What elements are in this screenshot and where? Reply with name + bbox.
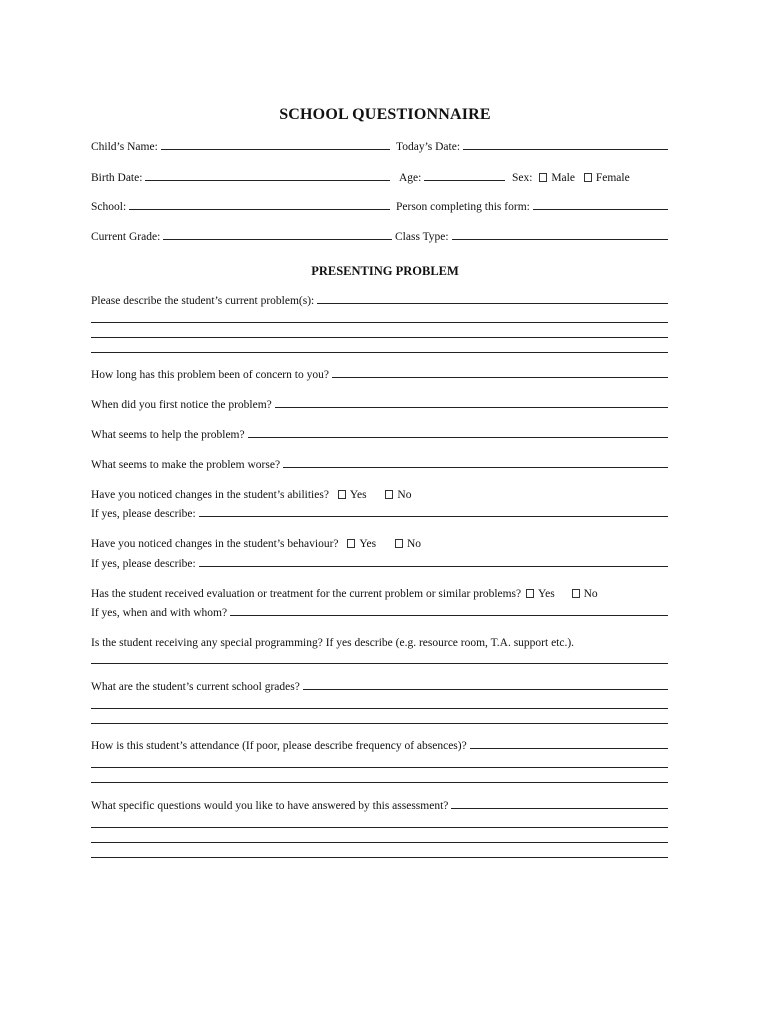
how-long-line[interactable]: [332, 377, 668, 378]
person-completing-label: Person completing this form:: [396, 201, 530, 213]
abilities-no-label: No: [397, 489, 412, 501]
current-grade-field[interactable]: [91, 231, 392, 243]
describe-problem-line[interactable]: [317, 303, 668, 304]
school-field[interactable]: [91, 201, 390, 213]
answer-line[interactable]: [91, 782, 668, 783]
help-label: What seems to help the problem?: [91, 429, 245, 441]
answer-line[interactable]: [91, 708, 668, 709]
attendance-label: How is this student’s attendance (If poor, please describe frequency of absences)?: [91, 740, 467, 752]
answer-line[interactable]: [91, 322, 668, 323]
age-line[interactable]: [424, 180, 505, 181]
answer-line[interactable]: [91, 827, 668, 828]
worse-line[interactable]: [283, 467, 668, 468]
describe-problem-field[interactable]: [91, 295, 668, 307]
behaviour-describe-label: If yes, please describe:: [91, 558, 196, 570]
school-label: School:: [91, 201, 127, 213]
school-line[interactable]: [129, 209, 390, 210]
current-grade-label: Current Grade:: [91, 231, 161, 243]
behaviour-label: Have you noticed changes in the student’s behaviour?: [91, 538, 339, 550]
section-heading: PRESENTING PROBLEM: [311, 264, 459, 278]
sex-options: [512, 172, 630, 184]
birth-date-field[interactable]: [91, 172, 390, 184]
childs-name-label: Child’s Name:: [91, 141, 158, 153]
class-type-field[interactable]: [395, 231, 668, 243]
current-grade-line[interactable]: [163, 239, 392, 240]
answer-line[interactable]: [91, 857, 668, 858]
person-completing-line[interactable]: [533, 209, 668, 210]
specific-questions-line[interactable]: [451, 808, 668, 809]
abilities-describe-field[interactable]: [91, 508, 668, 520]
abilities-label: Have you noticed changes in the student’s abilities?: [91, 489, 329, 501]
special-programming-question: Is the student receiving any special programming? If yes describe (e.g. resource room, T.A. support etc.).: [91, 637, 575, 649]
answer-line[interactable]: [91, 723, 668, 724]
behaviour-yes-checkbox[interactable]: [347, 539, 355, 548]
grades-line[interactable]: [303, 689, 668, 690]
abilities-describe-line[interactable]: [199, 516, 668, 517]
grades-label: What are the student’s current school grades?: [91, 681, 300, 693]
specific-questions-label: What specific questions would you like to have answered by this assessment?: [91, 800, 449, 812]
person-completing-field[interactable]: [396, 201, 668, 213]
answer-line[interactable]: [91, 352, 668, 353]
first-notice-label: When did you first notice the problem?: [91, 399, 272, 411]
evaluation-whom-field[interactable]: [91, 607, 668, 619]
attendance-line[interactable]: [470, 748, 668, 749]
describe-problem-label: Please describe the student’s current problem(s):: [91, 295, 315, 307]
evaluation-label: Has the student received evaluation or treatment for the current problem or similar problems?: [91, 588, 522, 600]
behaviour-yes-label: Yes: [359, 538, 377, 550]
answer-line[interactable]: [91, 663, 668, 664]
male-checkbox[interactable]: [539, 173, 547, 182]
evaluation-yes-checkbox[interactable]: [526, 589, 534, 598]
help-line[interactable]: [248, 437, 668, 438]
abilities-question: [91, 489, 411, 501]
evaluation-whom-line[interactable]: [230, 615, 668, 616]
worse-label: What seems to make the problem worse?: [91, 459, 281, 471]
age-field[interactable]: [399, 172, 505, 184]
first-notice-line[interactable]: [275, 407, 668, 408]
birth-date-label: Birth Date:: [91, 172, 143, 184]
behaviour-no-label: No: [406, 538, 422, 550]
behaviour-question: [91, 538, 421, 550]
abilities-no-checkbox[interactable]: [385, 490, 393, 499]
female-checkbox[interactable]: [584, 173, 592, 182]
behaviour-describe-field[interactable]: [91, 558, 668, 570]
sex-label: Sex:: [512, 172, 533, 184]
evaluation-no-checkbox[interactable]: [572, 589, 580, 598]
evaluation-yes-label: Yes: [538, 588, 555, 600]
childs-name-line[interactable]: [161, 149, 390, 150]
attendance-field[interactable]: [91, 740, 668, 752]
specific-questions-field[interactable]: [91, 800, 668, 812]
childs-name-field[interactable]: [91, 141, 390, 153]
grades-field[interactable]: [91, 681, 668, 693]
abilities-yes-checkbox[interactable]: [338, 490, 346, 499]
help-field[interactable]: [91, 429, 668, 441]
worse-field[interactable]: [91, 459, 668, 471]
birth-date-line[interactable]: [145, 180, 390, 181]
first-notice-field[interactable]: [91, 399, 668, 411]
todays-date-line[interactable]: [463, 149, 668, 150]
class-type-label: Class Type:: [395, 231, 449, 243]
behaviour-describe-line[interactable]: [199, 566, 668, 567]
class-type-line[interactable]: [452, 239, 668, 240]
answer-line[interactable]: [91, 767, 668, 768]
how-long-field[interactable]: [91, 369, 668, 381]
answer-line[interactable]: [91, 337, 668, 338]
how-long-label: How long has this problem been of concern to you?: [91, 369, 329, 381]
todays-date-field[interactable]: [396, 141, 668, 153]
behaviour-no-checkbox[interactable]: [395, 539, 403, 548]
evaluation-whom-label: If yes, when and with whom?: [91, 607, 228, 619]
male-label: Male: [551, 172, 575, 184]
answer-line[interactable]: [91, 842, 668, 843]
abilities-yes-label: Yes: [349, 489, 367, 501]
abilities-describe-label: If yes, please describe:: [91, 508, 196, 520]
evaluation-question: [91, 588, 598, 600]
female-label: Female: [595, 172, 630, 184]
todays-date-label: Today’s Date:: [396, 141, 461, 153]
evaluation-no-label: No: [583, 588, 598, 600]
page-title: SCHOOL QUESTIONNAIRE: [279, 106, 491, 123]
age-label: Age:: [399, 172, 422, 184]
